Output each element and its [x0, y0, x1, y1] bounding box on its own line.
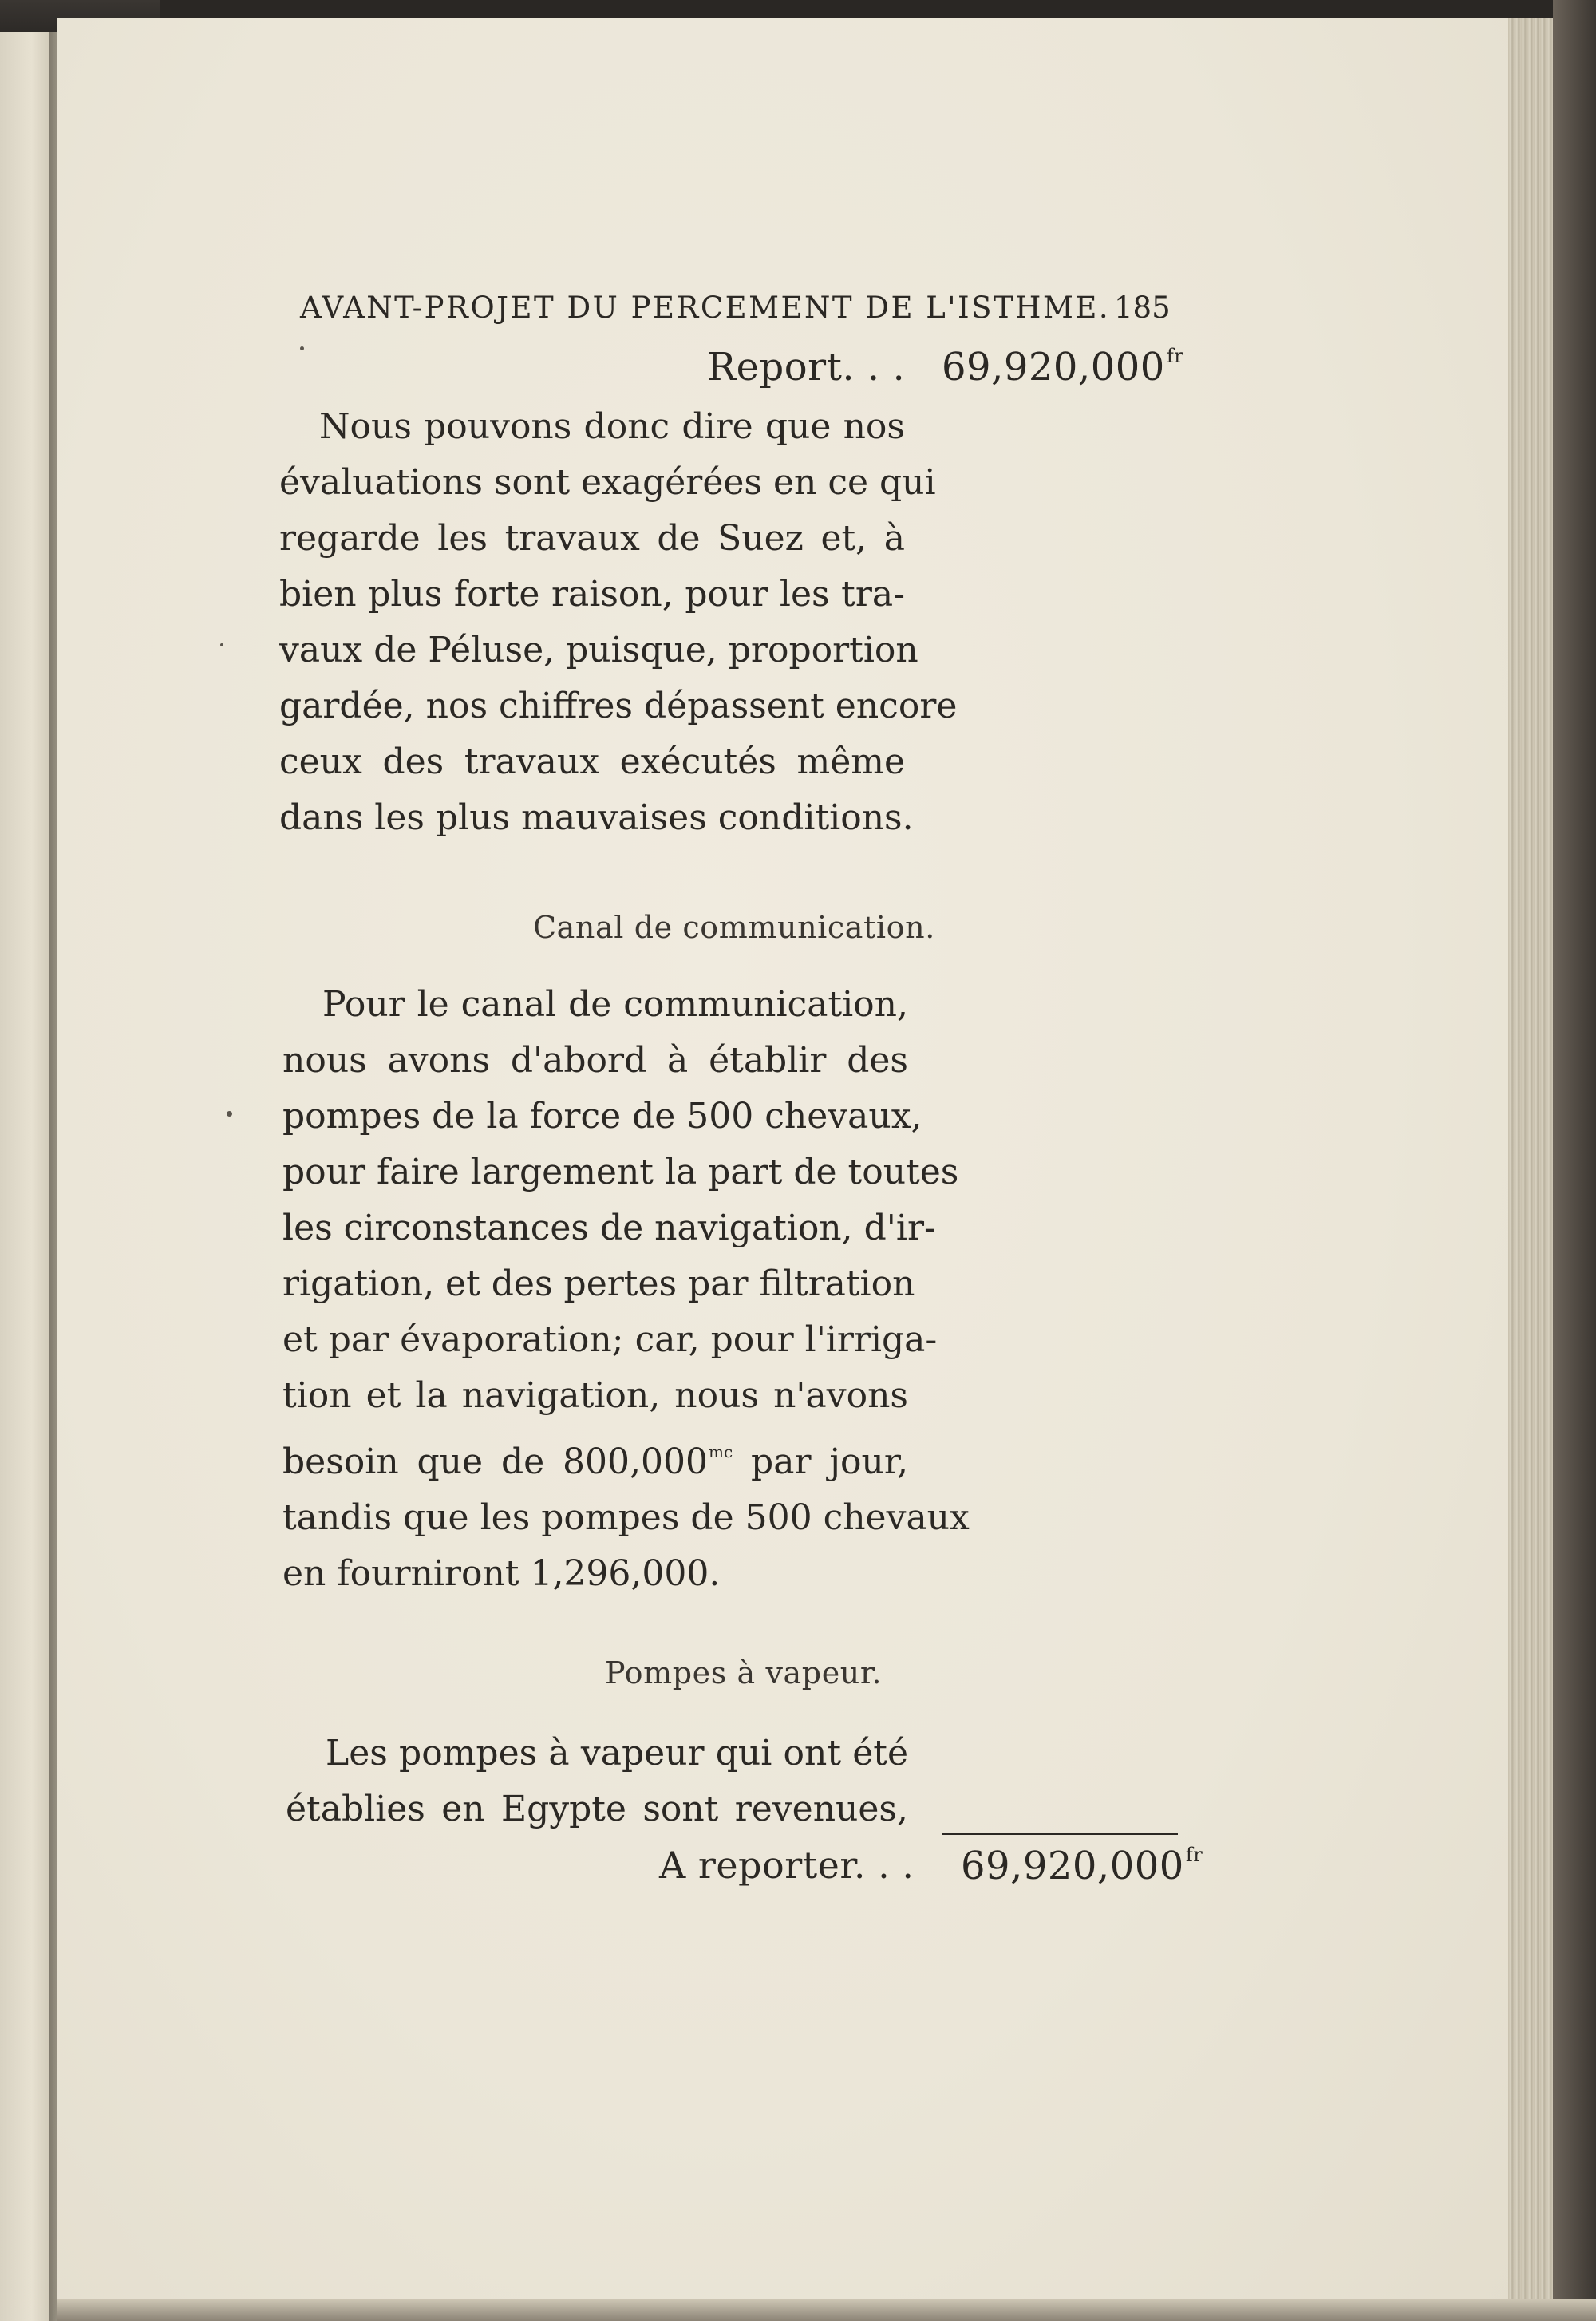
line-text: par jour,	[733, 1441, 909, 1482]
paragraph-line: dans les plus mauvaises conditions.	[279, 797, 914, 838]
paragraph-line: en fourniront 1,296,000.	[282, 1553, 721, 1594]
paper-speck	[220, 643, 223, 646]
paragraph-line: ceux des travaux exécutés même	[279, 741, 905, 782]
paragraph-1	[279, 399, 958, 846]
cubic-meter-unit: mc	[709, 1442, 733, 1461]
paragraph-line: tandis que les pompes de 500 chevaux	[282, 1497, 970, 1538]
page-edges	[1508, 18, 1553, 2321]
running-head: AVANT-PROJET DU PERCEMENT DE L'ISTHME.	[300, 291, 1111, 325]
report-amount-unit: fr	[1166, 345, 1184, 367]
paragraph-line	[282, 1424, 908, 1490]
carry-forward-amount	[961, 1844, 1203, 1888]
paragraph-line: vaux de Péluse, puisque, proportion	[279, 630, 918, 670]
paragraph-line: gardée, nos chiffres dépassent encore	[279, 686, 958, 726]
carry-forward-amount-value: 69,920,000	[961, 1844, 1184, 1888]
total-rule	[942, 1833, 1178, 1835]
paragraph-line: bien plus forte raison, pour les tra-	[279, 574, 905, 615]
paragraph-line: évaluations sont exagérées en ce qui	[279, 462, 936, 503]
paragraph-line: Les pompes à vapeur qui ont été	[326, 1733, 908, 1773]
carry-forward-amount-unit: fr	[1185, 1844, 1203, 1866]
paragraph-line: et par évaporation; car, pour l'irriga-	[282, 1319, 938, 1360]
right-shadow	[1553, 0, 1596, 2321]
paragraph-line: tion et la navigation, nous n'avons	[282, 1375, 908, 1416]
paragraph-line: regarde les travaux de Suez et, à	[279, 518, 905, 559]
paper-speck	[227, 1111, 232, 1117]
page-number: 185	[1114, 291, 1171, 325]
paragraph-line: établies en Egypte sont revenues,	[286, 1789, 908, 1829]
paragraph-line: nous avons d'abord à établir des	[282, 1040, 908, 1081]
paragraph-3	[286, 1726, 908, 1837]
paragraph-line: les circonstances de navigation, d'ir-	[282, 1208, 936, 1248]
paragraph-line: Pour le canal de communication,	[322, 984, 908, 1025]
report-amount	[942, 345, 1183, 389]
paper-speck	[300, 346, 304, 350]
paragraph-line: Nous pouvons donc dire que nos	[319, 406, 905, 447]
carry-forward-label: A reporter. . .	[659, 1844, 915, 1887]
paragraph-line: rigation, et des pertes par filtration	[282, 1263, 915, 1304]
bottom-edge	[57, 2299, 1596, 2321]
paragraph-line: pompes de la force de 500 chevaux,	[282, 1096, 922, 1137]
paragraph-line: pour faire largement la part de toutes	[282, 1152, 959, 1192]
report-label: Report. . .	[707, 345, 906, 389]
section-heading-canal: Canal de communication.	[533, 910, 935, 945]
section-heading-pompes: Pompes à vapeur.	[605, 1655, 883, 1690]
report-amount-value: 69,920,000	[942, 345, 1165, 389]
paragraph-2	[282, 977, 970, 1602]
line-text: besoin que de 800,000	[282, 1441, 708, 1482]
